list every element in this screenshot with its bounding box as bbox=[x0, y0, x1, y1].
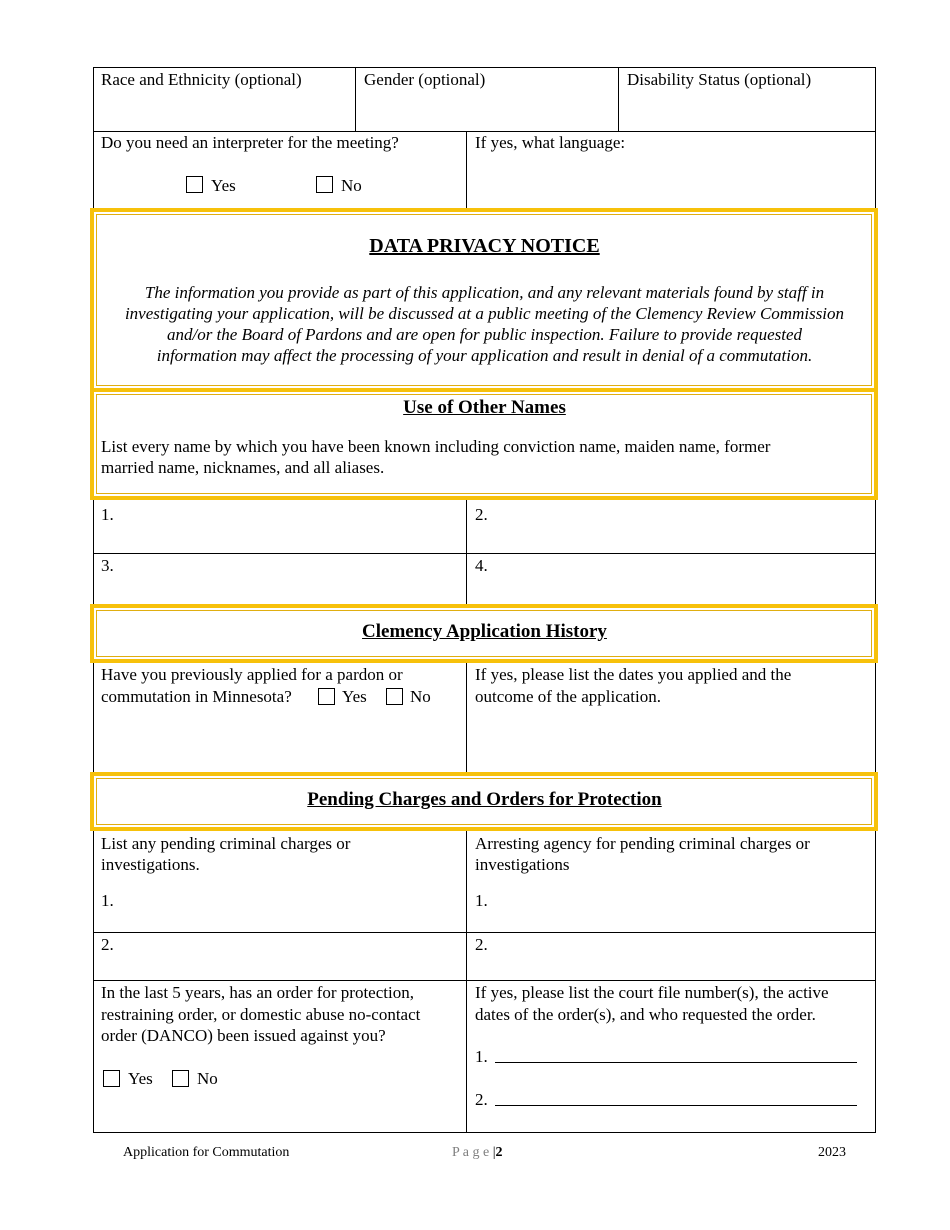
arresting-agency-field-1[interactable]: 1. bbox=[475, 891, 488, 910]
table-border bbox=[93, 980, 876, 981]
table-border bbox=[618, 67, 619, 131]
disability-status-field[interactable]: Disability Status (optional) bbox=[627, 70, 812, 89]
table-border bbox=[93, 553, 876, 554]
interpreter-no-label: No bbox=[341, 176, 362, 195]
interpreter-yes-checkbox[interactable] bbox=[186, 176, 203, 193]
gender-field[interactable]: Gender (optional) bbox=[364, 70, 486, 89]
other-names-instructions bbox=[101, 436, 861, 478]
other-name-field-2[interactable]: 2. bbox=[475, 505, 488, 524]
footer-page-number bbox=[452, 1145, 503, 1161]
court-file-line-1-label: 1. bbox=[475, 1047, 488, 1066]
table-border bbox=[466, 661, 467, 773]
court-file-line-2-label: 2. bbox=[475, 1090, 488, 1109]
pending-charge-field-2[interactable]: 2. bbox=[101, 935, 114, 954]
protection-order-no-checkbox[interactable] bbox=[172, 1070, 189, 1087]
prior-application-question: Have you previously applied for a pardon or bbox=[101, 665, 403, 684]
arresting-agency-field-2[interactable]: 2. bbox=[475, 935, 488, 954]
prior-application-no-label: No bbox=[410, 687, 431, 706]
data-privacy-text bbox=[94, 282, 875, 366]
pending-charges-title: Pending Charges and Orders for Protection bbox=[307, 789, 662, 810]
table-border bbox=[93, 932, 876, 933]
table-border bbox=[466, 131, 467, 210]
page-word: P a g e bbox=[452, 1145, 490, 1160]
pending-charge-field-1[interactable]: 1. bbox=[101, 891, 114, 910]
interpreter-question: Do you need an interpreter for the meeting? bbox=[101, 133, 399, 152]
race-ethnicity-field[interactable]: Race and Ethnicity (optional) bbox=[101, 70, 302, 89]
clemency-history-title: Clemency Application History bbox=[362, 621, 607, 642]
privacy-line: The information you provide as part of this application, and any relevant materials found by staff in bbox=[144, 283, 825, 302]
prior-application-no-checkbox[interactable] bbox=[386, 688, 403, 705]
footer-year: 2023 bbox=[818, 1145, 846, 1160]
interpreter-language-field[interactable]: If yes, what language: bbox=[475, 133, 626, 152]
protection-order-yes-label: Yes bbox=[128, 1069, 153, 1088]
table-border bbox=[355, 67, 356, 131]
prior-application-dates-field[interactable]: If yes, please list the dates you applied and the bbox=[475, 665, 792, 684]
instruction-line: married name, nicknames, and all aliases. bbox=[101, 458, 385, 477]
table-border bbox=[93, 67, 876, 68]
instruction-line: If yes, please list the court file number(s), the active bbox=[475, 983, 829, 1002]
other-name-field-1[interactable]: 1. bbox=[101, 505, 114, 524]
instruction-line: List every name by which you have been known including conviction name, maiden name, former bbox=[101, 437, 771, 456]
table-border bbox=[466, 829, 467, 1133]
protection-order-no-label: No bbox=[197, 1069, 218, 1088]
data-privacy-title: DATA PRIVACY NOTICE bbox=[369, 235, 600, 257]
prior-application-yes-label: Yes bbox=[342, 687, 367, 706]
question-line: In the last 5 years, has an order for protection, bbox=[101, 983, 414, 1002]
court-file-instructions bbox=[475, 982, 829, 1025]
footer-document-title: Application for Commutation bbox=[123, 1145, 290, 1160]
other-names-title: Use of Other Names bbox=[403, 397, 566, 418]
arresting-agency-label-cont: investigations bbox=[475, 855, 570, 874]
court-file-line-2-input[interactable] bbox=[495, 1105, 857, 1106]
prior-application-question-cont: commutation in Minnesota? bbox=[101, 687, 292, 706]
prior-application-yes-checkbox[interactable] bbox=[318, 688, 335, 705]
pending-charges-label-cont: investigations. bbox=[101, 855, 200, 874]
question-line: restraining order, or domestic abuse no-contact bbox=[101, 1004, 421, 1024]
court-file-line-1-input[interactable] bbox=[495, 1062, 857, 1063]
question-line: order (DANCO) been issued against you? bbox=[101, 1026, 386, 1045]
prior-application-dates-cont: outcome of the application. bbox=[475, 687, 661, 706]
privacy-line: and/or the Board of Pardons and are open for public inspection. Failure to provide requested bbox=[166, 325, 803, 344]
page-separator: | bbox=[492, 1145, 496, 1160]
privacy-line: investigating your application, will be discussed at a public meeting of the Clemency Review Commission bbox=[124, 304, 845, 323]
interpreter-yes-label: Yes bbox=[211, 176, 236, 195]
table-border bbox=[93, 1132, 876, 1133]
protection-order-question bbox=[101, 982, 420, 1047]
pending-charges-label: List any pending criminal charges or bbox=[101, 834, 351, 853]
other-name-field-4[interactable]: 4. bbox=[475, 556, 488, 575]
privacy-line: information may affect the processing of your application and result in denial of a commutation. bbox=[156, 346, 813, 365]
protection-order-yes-checkbox[interactable] bbox=[103, 1070, 120, 1087]
instruction-line: dates of the order(s), and who requested the order. bbox=[475, 1004, 816, 1024]
page-num: 2 bbox=[495, 1145, 503, 1160]
table-border bbox=[466, 498, 467, 606]
interpreter-no-checkbox[interactable] bbox=[316, 176, 333, 193]
arresting-agency-label: Arresting agency for pending criminal charges or bbox=[475, 834, 810, 853]
other-name-field-3[interactable]: 3. bbox=[101, 556, 114, 575]
